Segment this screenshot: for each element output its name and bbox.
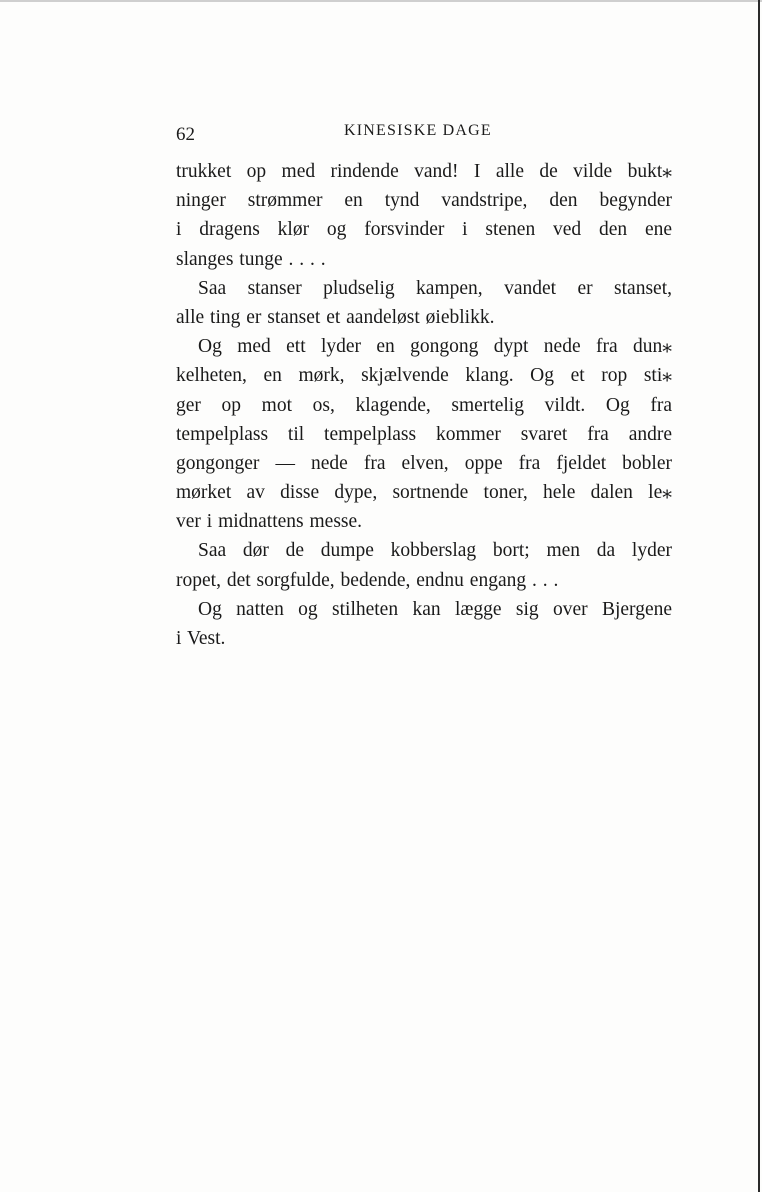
page-top-edge xyxy=(0,0,762,2)
text-line: tempelplass til tempelplass kommer svaret fra andre xyxy=(176,423,672,445)
text-line: ropet, det sorgfulde, bedende, endnu engang . . . xyxy=(176,569,559,591)
text-line: ger op mot os, klagende, smertelig vildt. Og fra xyxy=(176,394,672,416)
text-line: i dragens klør og forsvinder i stenen ved den ene xyxy=(176,219,672,241)
text-line: ninger strømmer en tynd vandstripe, den begynder xyxy=(176,190,672,212)
page-right-edge xyxy=(758,0,760,1192)
running-title: KINESISKE DAGE xyxy=(344,122,492,139)
text-line: gongonger — nede fra elven, oppe fra fjeldet bobler xyxy=(176,452,672,474)
text-line: Saa dør de dumpe kobberslag bort; men da lyder xyxy=(198,540,672,562)
text-line: i Vest. xyxy=(176,628,226,649)
text-line: Og med ett lyder en gongong dypt nede fra dun⁎ xyxy=(198,336,672,358)
running-head xyxy=(176,120,672,144)
text-line: trukket op med rindende vand! I alle de vilde bukt⁎ xyxy=(176,161,672,182)
text-line: alle ting er stanset et aandeløst øieblikk. xyxy=(176,306,495,328)
text-line: mørket av disse dype, sortnende toner, hele dalen le⁎ xyxy=(176,482,672,504)
page-number: 62 xyxy=(176,124,195,145)
body-text xyxy=(176,157,672,653)
text-line: ver i midnattens messe. xyxy=(176,511,363,533)
text-line: Saa stanser pludselig kampen, vandet er stanset, xyxy=(198,277,672,299)
text-line: Og natten og stilheten kan lægge sig over Bjergene xyxy=(198,598,672,620)
text-line: kelheten, en mørk, skjælvende klang. Og et rop sti⁎ xyxy=(176,365,672,387)
text-line: slanges tunge . . . . xyxy=(176,248,326,270)
